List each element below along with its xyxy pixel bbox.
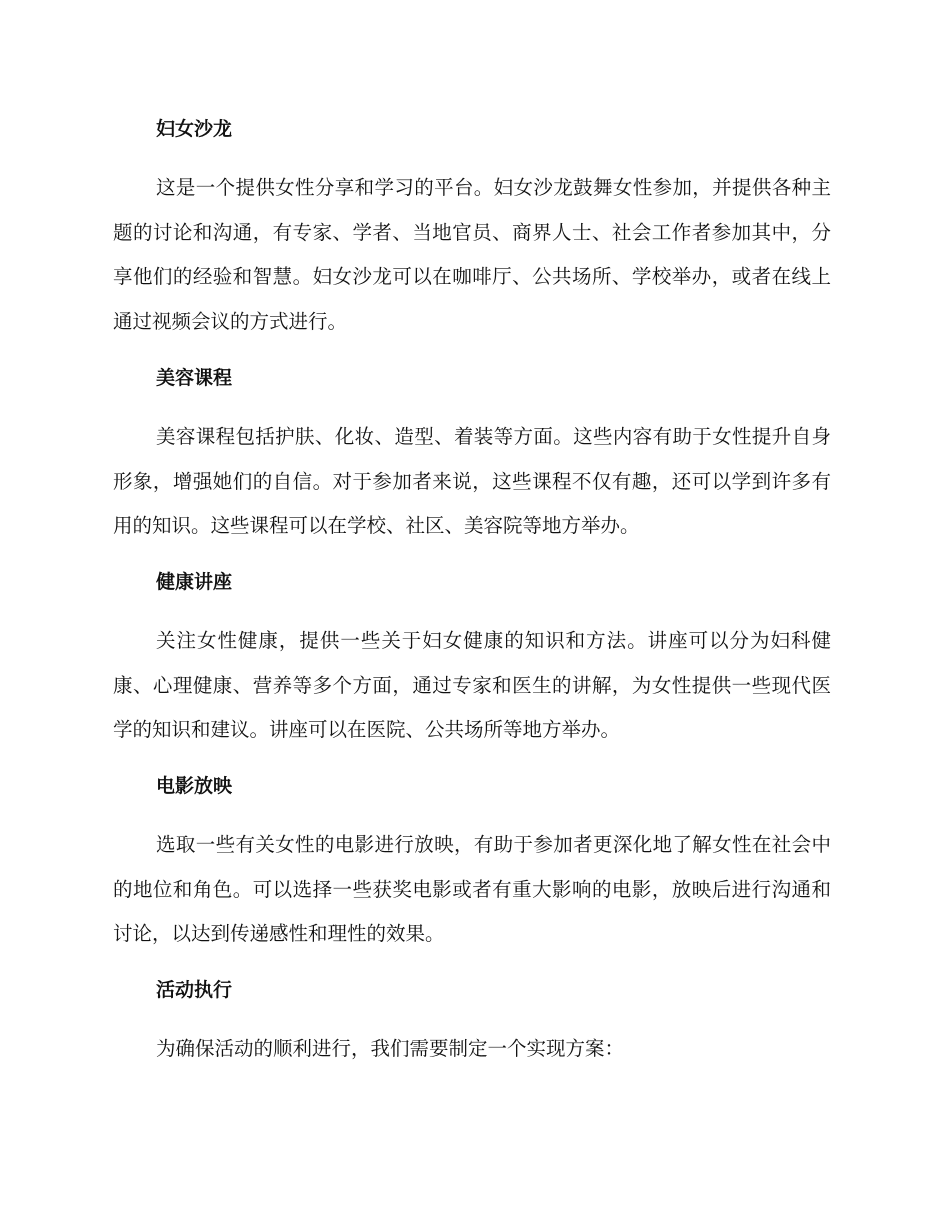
section-heading-execution: 活动执行: [156, 979, 233, 1002]
section-paragraph-health: 关注女性健康，提供一些关于妇女健康的知识和方法。讲座可以分为妇科健康、心理健康、营养等多个方面，通过专家和医生的讲解，为女性提供一些现代医学的知识和建议。讲座可以在医院、公共场所等地方举办。: [113, 628, 831, 742]
section-heading-film: 电影放映: [156, 775, 233, 798]
section-heading-salon: 妇女沙龙: [156, 118, 233, 140]
section-heading-beauty: 美容课程: [156, 366, 233, 389]
section-paragraph-execution: 为确保活动的顺利进行，我们需要制定一个实现方案：: [156, 1037, 625, 1061]
section-paragraph-beauty: 美容课程包括护肤、化妆、造型、着装等方面。这些内容有助于女性提升自身形象，增强她们的自信。对于参加者来说，这些课程不仅有趣，还可以学到许多有用的知识。这些课程可以在学校、社区、美容院等地方举办。: [113, 424, 831, 538]
section-paragraph-salon: 这是一个提供女性分享和学习的平台。妇女沙龙鼓舞女性参加，并提供各种主题的讨论和沟通，有专家、学者、当地官员、商界人士、社会工作者参加其中，分享他们的经验和智慧。妇女沙龙可以在咖啡厅、公共场所、学校举办，或者在线上通过视频会议的方式进行。: [113, 176, 831, 334]
section-heading-health: 健康讲座: [156, 570, 233, 593]
document-body: [113, 108, 831, 1072]
section-paragraph-film: 选取一些有关女性的电影进行放映，有助于参加者更深化地了解女性在社会中的地位和角色。可以选择一些获奖电影或者有重大影响的电影，放映后进行沟通和讨论，以达到传递感性和理性的效果。: [113, 833, 831, 946]
